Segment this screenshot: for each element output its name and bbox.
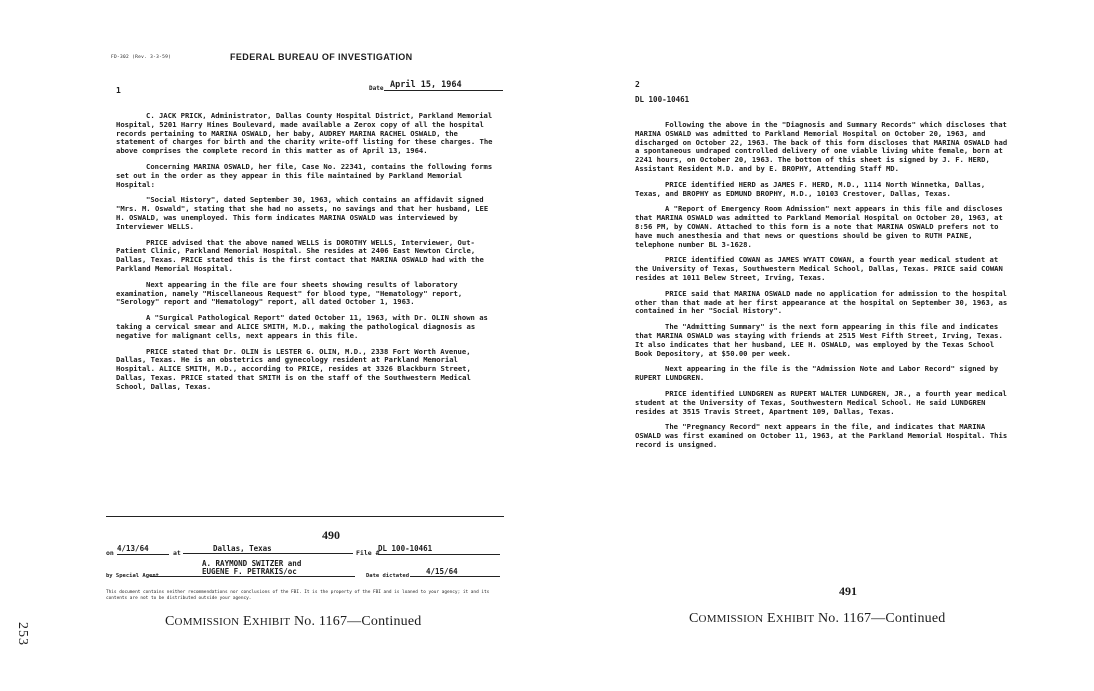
agent-names-line-1: A. RAYMOND SWITZER and <box>202 559 302 568</box>
paragraph: PRICE advised that the above named WELLS is DOROTHY WELLS, Interviewer, Out-Patient Clinic, Parkland Memorial Hospital. She resides at 2406 East Newton Circle, Dallas, Texas. PRICE stated this is the first contact that MARINA OSWALD had with the Parkland Memorial Hospital. <box>116 237 484 273</box>
agency-header: FEDERAL BUREAU OF INVESTIGATION <box>230 52 413 62</box>
caption-smallcaps: XHIBIT <box>251 616 291 628</box>
divider <box>106 516 504 517</box>
caption-initial: E <box>243 614 252 629</box>
at-label: at <box>173 549 181 557</box>
caption-rest: No. 1167—Continued <box>817 611 946 626</box>
paragraph: PRICE identified LUNDGREN as RUPERT WALTER LUNDGREN, JR., a fourth year medical student at the University of Texas, Southwestern Medical School. He said LUNDGREN resides at 3515 Travis Street, Apartment 109, Dallas, Texas. <box>635 388 1007 416</box>
paragraph: The "Pregnancy Record" next appears in the file, and indicates that MARINA OSWALD was first examined on October 11, 1963, at the Parkland Memorial Hospital. This record is unsigned. <box>635 422 1008 449</box>
exhibit-stamp-number: 490 <box>322 528 340 542</box>
agent-names-line-2: EUGENE F. PETRAKIS/oc <box>150 567 355 577</box>
agent-label: by Special Agent <box>106 573 159 579</box>
date-label: Date <box>369 85 384 92</box>
file-label: File # <box>356 549 380 557</box>
paragraph: A "Surgical Pathological Report" dated October 11, 1963, with Dr. OLIN shown as taking a cervical smear and ALICE SMITH, M.D., making the pathological diagnosis as negative for malignant cells, next appears in this file. <box>116 313 488 340</box>
paragraph: PRICE stated that Dr. OLIN is LESTER G. OLIN, M.D., 2338 Fort Worth Avenue, Dallas, Texas. He is an obstetrics and gynecology resident at Parkland Memorial Hospital. ALICE SMITH, M.D., according to PRICE, resides at 3326 Blackburn Street, Dallas, Texas. PRICE stated that SMITH is on the staff of the Southwestern Medical School, Dallas, Texas. <box>116 346 471 391</box>
caption-initial: C <box>165 614 175 629</box>
caption-smallcaps: OMMISSION <box>174 616 240 628</box>
paragraph: PRICE identified HERD as JAMES F. HERD, M.D., 1114 North Winnetka, Dallas, Texas, and BROPHY as EDMUND BROPHY, M.D., 10103 Crestover, Dallas, Texas. <box>635 179 986 198</box>
paragraph: A "Report of Emergency Room Admission" next appears in this file and discloses that MARINA OSWALD was admitted to Parkland Memorial Hospital on October 20, 1963, at 8:56 PM, by COWAN. Attached to this form is a note that MARINA OSWALD prefers not to have much anesthesia and that news or questions should be given to RUTH PAINE, telephone number BL 3-1628. <box>635 204 1003 249</box>
paragraph: C. JACK PRICK, Administrator, Dallas County Hospital District, Parkland Memorial Hospital, 5201 Harry Hines Boulevard, made available a Zerox copy of all the hospital records pertaining to MARINA OSWALD, her baby, AUDREY MARINA RACHEL OSWALD, the statement of charges for birth and the charity write-off listing for these charges. The above comprises the complete record in this matter as of April 13, 1964. <box>116 111 493 156</box>
page-number: 1 <box>116 86 121 95</box>
paragraph: PRICE identified COWAN as JAMES WYATT COWAN, a fourth year medical student at the University of Texas, Southwestern Medical School, Dallas, Texas. PRICE said COWAN resides at 1011 Belew Street, Irving, Texas. <box>635 255 1003 282</box>
report-body <box>635 121 1011 457</box>
caption-rest: No. 1167—Continued <box>293 614 422 629</box>
file-reference: DL 100-10461 <box>635 95 690 104</box>
file-number: DL 100-10461 <box>378 544 500 555</box>
caption-initial: E <box>767 611 776 626</box>
form-id: FD-302 (Rev. 3-3-59) <box>111 55 172 60</box>
exhibit-caption <box>165 614 422 630</box>
caption-smallcaps: XHIBIT <box>775 613 815 625</box>
paragraph: Next appearing in the file is the "Admission Note and Labor Record" signed by RUPERT LUNDGREN. <box>635 364 999 383</box>
on-label: on <box>106 549 114 557</box>
page-side-number: 253 <box>15 622 30 646</box>
paragraph: The "Admitting Summary" is the next form appearing in this file and indicates that MARINA OSWALD was staying with friends at 2515 West Fifth Street, Irving, Texas. It also indicates that her husband, LEE H. OSWALD, was employed by the Texas School Book Depository, at $50.00 per week. <box>635 322 1003 358</box>
dictated-date: 4/15/64 <box>410 567 500 577</box>
paragraph: "Social History", dated September 30, 1963, which contains an affidavit signed "Mrs. M. Oswald", stating that she had no assets, no savings and that her husband, LEE H. OSWALD, was unemployed. This form indicates MARINA OSWALD was interviewed by Interviewer WELLS. <box>116 195 489 231</box>
report-date: April 15, 1964 <box>384 80 503 91</box>
interview-place: Dallas, Texas <box>183 544 353 554</box>
exhibit-stamp-number: 491 <box>839 584 857 598</box>
paragraph: PRICE said that MARINA OSWALD made no application for admission to the hospital other than that made at her first appearance at the hospital on September 30, 1963, as contained in her "Social History". <box>635 288 1008 316</box>
right-page <box>547 0 1094 691</box>
fbi-disclaimer: This document contains neither recommendations nor conclusions of the FBI. It is the property of the FBI and is loaned to your agency; it and its contents are not to be distributed outside your agency. <box>106 590 490 601</box>
page-number: 2 <box>635 80 640 89</box>
dictated-label: Date dictated <box>366 573 410 579</box>
paragraph: Next appearing in the file are four sheets showing results of laboratory examination, namely "Miscellaneous Request" for blood type, "Hematology" report, "Serology" report and "Hematology" report, all dated October 1, 1963. <box>116 279 463 307</box>
interview-date: 4/13/64 <box>117 544 169 555</box>
paragraph: Concerning MARINA OSWALD, her file, Case No. 22341, contains the following forms set out in the order as they appear in this file maintained by Parkland Memorial Hospital: <box>116 161 493 189</box>
caption-smallcaps: OMMISSION <box>698 613 764 625</box>
report-body <box>116 112 499 399</box>
paragraph: Following the above in the "Diagnosis and Summary Records" which discloses that MARINA OSWALD was admitted to Parkland Memorial Hospital on October 20, 1963, and discharged on October 22, 1963. The back of this form discloses that MARINA OSWALD had a spontaneous undraped controlled delivery of one viable living white female, born at 2241 hours, on October 20, 1963. The bottom of this sheet is signed by J. F. HERD, Assistant Resident M.D. and by E. BROPHY, Attending Staff MD. <box>635 120 1008 173</box>
caption-initial: C <box>689 611 699 626</box>
exhibit-caption <box>689 611 946 627</box>
